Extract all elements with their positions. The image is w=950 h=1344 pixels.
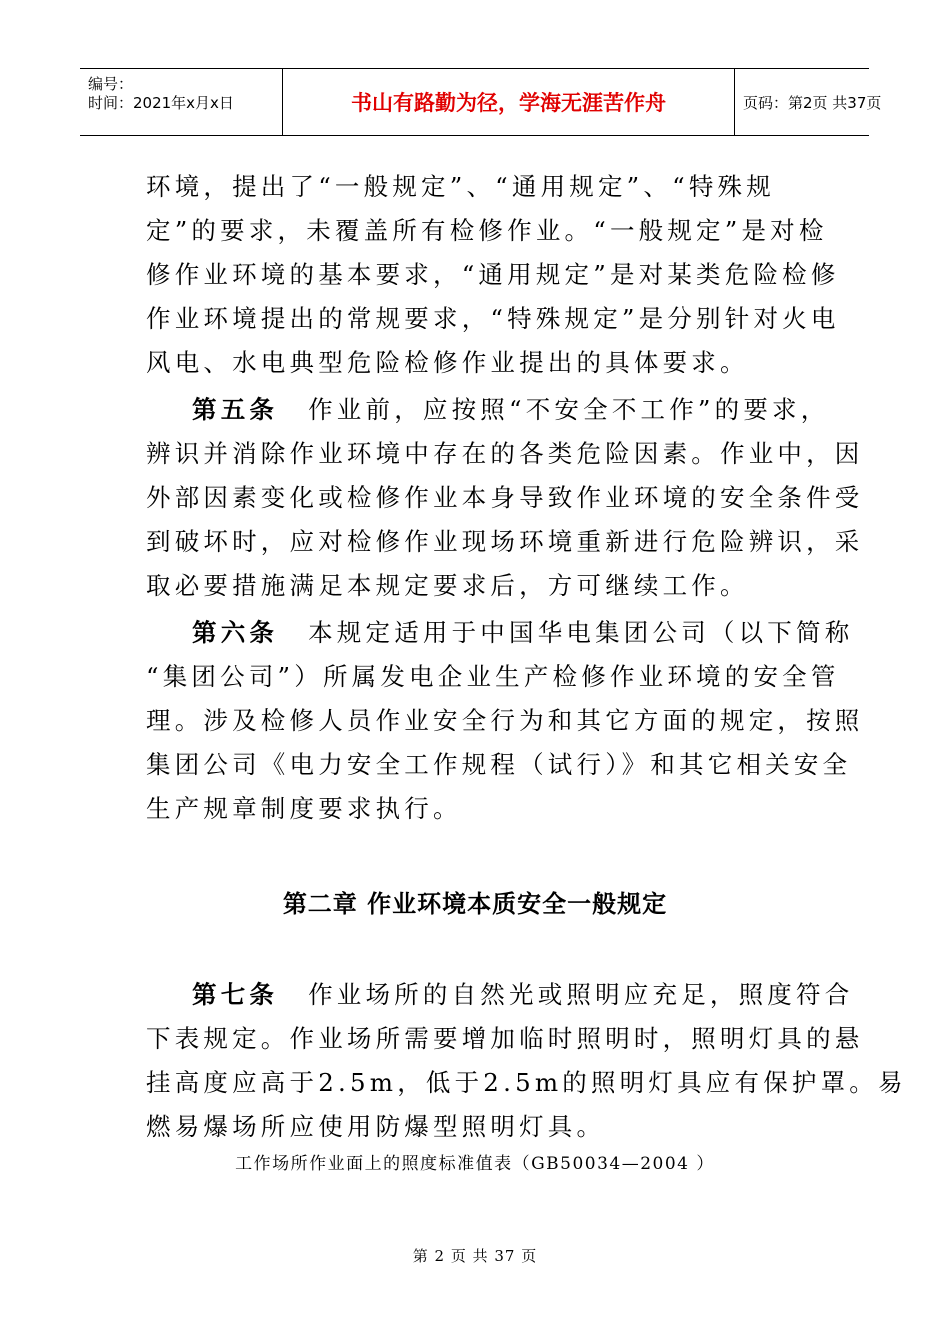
article-5-text: 作业前，应按照“不安全不工作”的要求，: [308, 395, 830, 424]
article-7-text: 作业场所的自然光或照明应充足，照度符合: [308, 980, 854, 1009]
paragraph-line: 集团公司《电力安全工作规程（试行）》和其它相关安全: [146, 750, 852, 779]
article-6-text: 本规定适用于中国华电集团公司（以下简称: [308, 618, 854, 647]
table-caption: 工作场所作业面上的照度标准值表（GB50034—2004 ）: [235, 1154, 715, 1174]
header-number: 编号：: [88, 75, 134, 93]
paragraph-line: 取必要措施满足本规定要求后，方可继续工作。: [146, 571, 749, 600]
article-6-first-line: [146, 618, 854, 648]
paragraph-line: 环境，提出了“一般规定”、“通用规定”、“特殊规: [146, 172, 775, 201]
paragraph-line: 挂高度应高于2.5m，低于2.5m的照明灯具应有保护罩。易: [146, 1068, 907, 1097]
article-5-title: 第五条: [192, 395, 279, 424]
header-meta-cell: [80, 69, 283, 135]
article-7-first-line: [146, 980, 854, 1010]
page-footer: 第 2 页 共 37 页: [412, 1247, 538, 1265]
paragraph-line: 生产规章制度要求执行。: [146, 794, 462, 823]
article-7-title: 第七条: [192, 980, 279, 1009]
chapter-heading: 第二章 作业环境本质安全一般规定: [282, 890, 668, 918]
paragraph-line: 到破坏时，应对检修作业现场环境重新进行危险辨识，采: [146, 527, 864, 556]
article-5-first-line: [146, 395, 830, 425]
header-motto: 书山有路勤为径，学海无涯苦作舟: [283, 69, 735, 135]
paragraph-line: 作业环境提出的常规要求，“特殊规定”是分别针对火电: [146, 304, 840, 333]
paragraph-line: “集团公司”）所属发电企业生产检修作业环境的安全管: [146, 662, 840, 691]
page-header: [80, 68, 882, 136]
paragraph-line: 辨识并消除作业环境中存在的各类危险因素。作业中，因: [146, 439, 864, 468]
paragraph-line: 风电、水电典型危险检修作业提出的具体要求。: [146, 348, 749, 377]
article-6-title: 第六条: [192, 618, 279, 647]
header-time: 时间：2021年x月x日: [88, 94, 234, 112]
paragraph-line: 定”的要求，未覆盖所有检修作业。“一般规定”是对检: [146, 216, 828, 245]
paragraph-line: 外部因素变化或检修作业本身导致作业环境的安全条件受: [146, 483, 864, 512]
header-page-number: 页码：第2页 共37页: [743, 93, 882, 112]
paragraph-line: 修作业环境的基本要求，“通用规定”是对某类危险检修: [146, 260, 840, 289]
paragraph-line: 理。涉及检修人员作业安全行为和其它方面的规定，按照: [146, 706, 864, 735]
paragraph-line: 下表规定。作业场所需要增加临时照明时，照明灯具的悬: [146, 1024, 864, 1053]
paragraph-line: 燃易爆场所应使用防爆型照明灯具。: [146, 1112, 606, 1141]
